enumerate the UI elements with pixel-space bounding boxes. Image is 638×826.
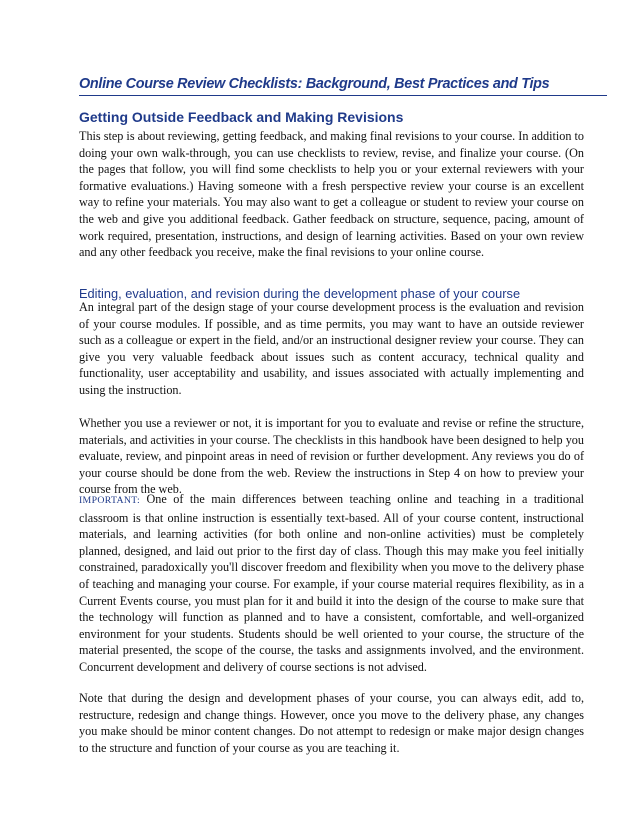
reviewer-paragraph: Whether you use a reviewer or not, it is important for you to evaluate and revise or refine the structure, materials, and activities in your course. The checklists in this handbook have been designed to help you evaluate, review, and pinpoint areas in need of revision or further development. Any reviews you do of your course should be done from the web. Review the instructions in Step 4 on how to preview your course from the web. — [79, 416, 584, 497]
intro-paragraph: This step is about reviewing, getting feedback, and making final revisions to your course. In addition to doing your own walk-through, you can use checklists to review, revise, and finalize your course. (On the pages that follow, you will find some checklists to help you or your external reviewers with your formative evaluations.) Having someone with a fresh perspective review your course is an excellent way to refine your materials. You may also want to get a colleague or student to review your course on the web and give you additional feedback. Gather feedback on structure, sequence, pacing, amount of work required, presentation, instructions, and design of learning activities. Based on your own review and any other feedback you receive, make the final revisions to your online course. — [79, 129, 584, 260]
editing-paragraph: An integral part of the design stage of your course development process is the evaluation and revision of your course modules. If possible, and as time permits, you may want to have an outside reviewer such as a colleague or expert in the field, and/or an instructional designer review your course. They can give you very valuable feedback about issues such as content accuracy, technical quality and functionality, user acceptability and usability, and issues associated with actually implementing and using the instruction. — [79, 300, 584, 397]
important-paragraph-text: One of the main differences between teaching online and teaching in a traditional classroom is that online instruction is essentially text-based. All of your course content, instructional materials, and learning activities (for both online and non-online activities) must be completely planned, designed, and laid out prior to the first day of class. Though this may make you feel initially constrained, paradoxically you'll discover freedom and flexibility when you move to the delivery phase of teaching and managing your course. For example, if your course material requires flexibility, as in a Current Events course, you must plan for it and build it into the design of the course to make sure that the technology will function as planned and to have a consistent, comfortable, and well-organized environment for your students. Students should be well oriented to your course, the structure of the material presented, the scope of the course, the tasks and assignments involved, and the environment. Concurrent development and delivery of course sections is not advised. — [79, 492, 584, 674]
important-paragraph — [79, 491, 584, 676]
document-title: Online Course Review Checklists: Background, Best Practices and Tips — [79, 76, 550, 92]
editing-subheading: Editing, evaluation, and revision during the development phase of your course — [79, 286, 521, 301]
closing-paragraph: Note that during the design and development phases of your course, you can always edit, add to, restructure, redesign and change things. However, once you move to the delivery phase, any changes you make should be minor content changes. Do not attempt to redesign or make major design changes to the structure and function of your course as you are teaching it. — [79, 691, 584, 755]
important-label: IMPORTANT: — [79, 495, 141, 506]
section-heading: Getting Outside Feedback and Making Revisions — [79, 109, 404, 125]
title-underline-rule — [79, 95, 607, 96]
